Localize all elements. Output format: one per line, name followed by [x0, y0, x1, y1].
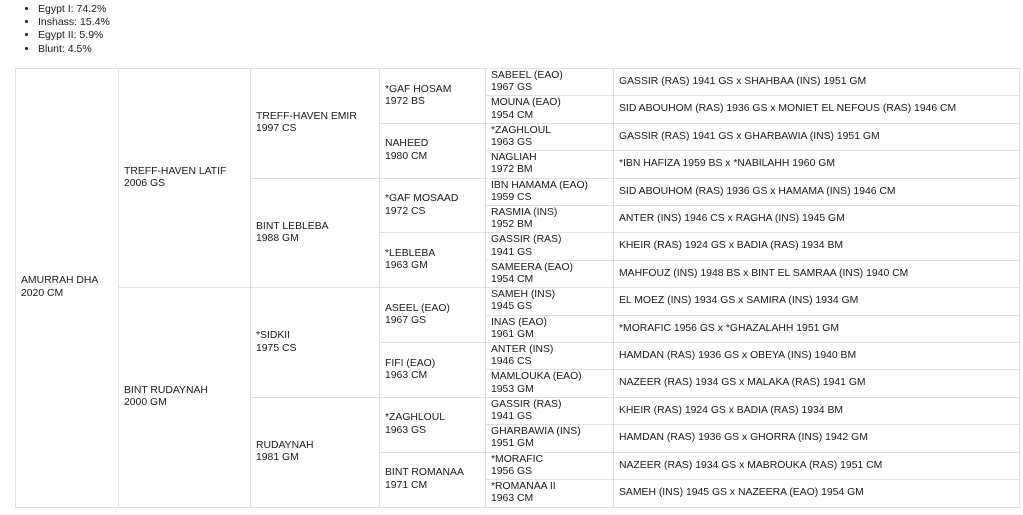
horse-info: 1971 CM — [385, 479, 428, 491]
gen4-horse — [486, 233, 614, 260]
bloodline-item: • Egypt II: 5.9% — [38, 29, 110, 42]
gen5-pair: HAMDAN (RAS) 1936 GS x OBEYA (INS) 1940 BM — [614, 343, 1020, 370]
horse-name: TREFF-HAVEN LATIF — [124, 165, 227, 177]
gen3-horse — [380, 343, 486, 398]
dam — [119, 288, 251, 507]
horse-info: 2006 GS — [124, 178, 166, 190]
horse-name: *ZAGHLOUL — [385, 412, 446, 424]
horse-info: 1975 CS — [256, 342, 297, 354]
horse-info: 1946 CS — [491, 356, 532, 368]
gen5-pair: ANTER (INS) 1946 CS x RAGHA (INS) 1945 GM — [614, 206, 1020, 233]
bloodline-item: • Inshass: 15.4% — [38, 16, 110, 29]
gen5-pair: GASSIR (RAS) 1941 GS x GHARBAWIA (INS) 1951 GM — [614, 123, 1020, 150]
gen5-pair: KHEIR (RAS) 1924 GS x BADIA (RAS) 1934 BM — [614, 233, 1020, 260]
horse-info: 1967 GS — [491, 82, 533, 94]
horse-name: ANTER (INS) — [491, 344, 554, 356]
horse-info: 1951 GM — [491, 438, 534, 450]
horse-info: 1967 GS — [385, 315, 427, 327]
horse-name: GHARBAWIA (INS) — [491, 426, 581, 438]
horse-info: 1963 CM — [491, 493, 534, 505]
horse-name: GASSIR (RAS) — [491, 234, 562, 246]
horse-info: 1997 CS — [256, 123, 297, 135]
horse-name: MOUNA (EAO) — [491, 97, 561, 109]
horse-name: SAMEERA (EAO) — [491, 261, 573, 273]
horse-name: SABEEL (EAO) — [491, 70, 563, 81]
gen4-horse — [486, 370, 614, 397]
horse-name: *MORAFIC — [491, 453, 543, 465]
gen2-horse — [251, 397, 380, 507]
horse-info: 2020 CM — [21, 287, 64, 299]
horse-name: *LEBLEBA — [385, 247, 436, 259]
gen5-pair: HAMDAN (RAS) 1936 GS x GHORRA (INS) 1942 GM — [614, 425, 1020, 452]
horse-name: BINT LEBLEBA — [256, 220, 329, 232]
gen3-horse — [380, 69, 486, 124]
gen2-horse — [251, 178, 380, 288]
horse-name: NAGLIAH — [491, 152, 537, 164]
gen4-horse — [486, 178, 614, 205]
horse-name: *GAF HOSAM — [385, 83, 452, 95]
horse-info: 1952 BM — [491, 219, 533, 231]
horse-info: 1959 CS — [491, 191, 532, 203]
gen4-horse — [486, 260, 614, 287]
gen5-pair: *IBN HAFIZA 1959 BS x *NABILAHH 1960 GM — [614, 151, 1020, 178]
gen5-pair: KHEIR (RAS) 1924 GS x BADIA (RAS) 1934 BM — [614, 397, 1020, 424]
gen4-horse — [486, 123, 614, 150]
horse-name: IBN HAMAMA (EAO) — [491, 179, 588, 191]
sire — [119, 69, 251, 288]
horse-name: INAS (EAO) — [491, 316, 548, 328]
horse-info: 1980 CM — [385, 150, 428, 162]
gen3-horse — [380, 178, 486, 233]
gen2-horse — [251, 288, 380, 398]
gen3-horse — [380, 123, 486, 178]
horse-info: 1981 GM — [256, 452, 299, 464]
horse-name: NAHEED — [385, 138, 429, 150]
gen4-horse — [486, 151, 614, 178]
gen5-pair: SID ABOUHOM (RAS) 1936 GS x HAMAMA (INS) 1946 CM — [614, 178, 1020, 205]
horse-info: 1941 GS — [491, 246, 533, 258]
horse-name: SAMEH (INS) — [491, 289, 556, 301]
gen3-horse — [380, 233, 486, 288]
gen5-pair: NAZEER (RAS) 1934 GS x MABROUKA (RAS) 1951 CM — [614, 452, 1020, 479]
horse-name: *SIDKII — [256, 330, 291, 342]
gen4-horse — [486, 343, 614, 370]
horse-info: 1954 CM — [491, 109, 534, 121]
horse-name: ASEEL (EAO) — [385, 302, 450, 314]
horse-info: 1945 GS — [491, 301, 533, 313]
horse-info: 1963 CM — [385, 369, 428, 381]
horse-info: 1963 GS — [385, 424, 427, 436]
gen4-horse — [486, 96, 614, 123]
horse-info: 1972 CS — [385, 205, 426, 217]
horse-name: *ROMANAA II — [491, 481, 556, 493]
horse-info: 2000 GM — [124, 397, 167, 409]
gen4-horse — [486, 397, 614, 424]
pedigree-table — [15, 68, 1020, 508]
horse-name: BINT ROMANAA — [385, 467, 464, 479]
gen5-pair: EL MOEZ (INS) 1934 GS x SAMIRA (INS) 1934 GM — [614, 288, 1020, 315]
horse-info: 1972 BM — [491, 164, 533, 176]
horse-name: RUDAYNAH — [256, 439, 314, 451]
horse-name: BINT RUDAYNAH — [124, 384, 208, 396]
gen4-horse — [486, 315, 614, 342]
horse-name: GASSIR (RAS) — [491, 398, 562, 410]
horse-info: 1954 CM — [491, 274, 534, 286]
horse-name: *ZAGHLOUL — [491, 124, 552, 136]
gen5-pair: NAZEER (RAS) 1934 GS x MALAKA (RAS) 1941 GM — [614, 370, 1020, 397]
horse-info: 1956 GS — [491, 465, 533, 477]
gen5-pair: *MORAFIC 1956 GS x *GHAZALAHH 1951 GM — [614, 315, 1020, 342]
pedigree-row — [16, 69, 1020, 96]
gen5-pair: GASSIR (RAS) 1941 GS x SHAHBAA (INS) 1951 GM — [614, 69, 1020, 96]
gen4-horse — [486, 452, 614, 479]
horse-info: 1988 GM — [256, 232, 299, 244]
bloodline-item: • Egypt I: 74.2% — [38, 3, 110, 16]
gen4-horse — [486, 69, 614, 96]
pedigree-row — [16, 288, 1020, 315]
horse-name: MAMLOUKA (EAO) — [491, 371, 582, 383]
gen4-horse — [486, 480, 614, 507]
horse-info: 1963 GS — [491, 137, 533, 149]
horse-name: *GAF MOSAAD — [385, 193, 459, 205]
gen5-pair: MAHFOUZ (INS) 1948 BS x BINT EL SAMRAA (INS) 1940 CM — [614, 260, 1020, 287]
gen3-horse — [380, 452, 486, 507]
horse-info: 1953 GM — [491, 383, 534, 395]
subject-horse — [16, 69, 119, 508]
horse-info: 1941 GS — [491, 411, 533, 423]
gen2-horse — [251, 69, 380, 179]
gen3-horse — [380, 397, 486, 452]
gen3-horse — [380, 288, 486, 343]
horse-info: 1972 BS — [385, 95, 425, 107]
horse-info: 1963 GM — [385, 260, 428, 272]
horse-name: FIFI (EAO) — [385, 357, 436, 369]
horse-name: TREFF-HAVEN EMIR — [256, 110, 357, 122]
bloodline-breakdown-list — [22, 3, 110, 56]
horse-info: 1961 GM — [491, 328, 534, 340]
horse-name: RASMIA (INS) — [491, 207, 558, 219]
gen5-pair: SAMEH (INS) 1945 GS x NAZEERA (EAO) 1954 GM — [614, 480, 1020, 507]
horse-name: AMURRAH DHA — [21, 275, 99, 287]
gen4-horse — [486, 206, 614, 233]
gen4-horse — [486, 288, 614, 315]
bloodline-item: • Blunt: 4.5% — [38, 43, 110, 56]
gen4-horse — [486, 425, 614, 452]
gen5-pair: SID ABOUHOM (RAS) 1936 GS x MONIET EL NEFOUS (RAS) 1946 CM — [614, 96, 1020, 123]
